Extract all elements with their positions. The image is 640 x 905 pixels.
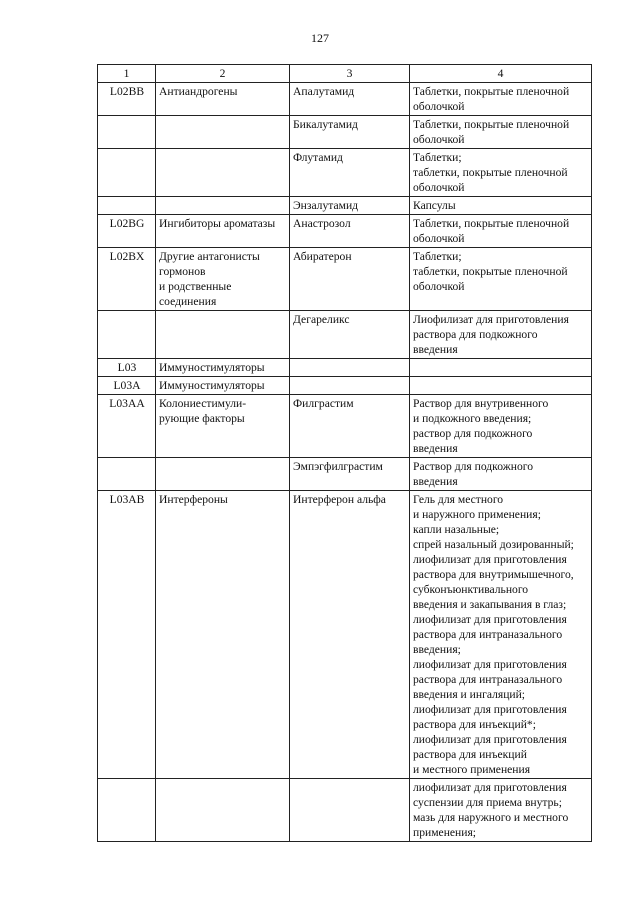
header-col-3: 3 xyxy=(290,65,410,83)
table-row xyxy=(98,248,592,311)
atc-code xyxy=(98,458,156,491)
header-col-2: 2 xyxy=(156,65,290,83)
dosage-form: Гель для местного и наружного применения; капли назальные; спрей назальный дозированный; лиофилизат для приготовления раствора для внутримышечного, субконъюнктивального введения и закапывания в глаз; лиофилизат для приготовления раствора для интраназального введения; лиофилизат для приготовления раствора для интраназального введения и ингаляций; лиофилизат для приготовления раствора для инъекций*; лиофилизат для приготовления раствора для инъекций и местного применения xyxy=(410,491,592,779)
group-name xyxy=(156,116,290,149)
table-row xyxy=(98,395,592,458)
drug-name xyxy=(290,779,410,842)
dosage-form: Капсулы xyxy=(410,197,592,215)
table-row xyxy=(98,458,592,491)
group-name: Интерфероны xyxy=(156,491,290,779)
atc-code: L02BX xyxy=(98,248,156,311)
atc-code: L02BG xyxy=(98,215,156,248)
drug-name: Дегареликс xyxy=(290,311,410,359)
drug-table xyxy=(97,64,592,842)
drug-name: Абиратерон xyxy=(290,248,410,311)
table-row xyxy=(98,491,592,779)
dosage-form: Таблетки; таблетки, покрытые пленочной оболочкой xyxy=(410,149,592,197)
atc-code: L03AB xyxy=(98,491,156,779)
table-row xyxy=(98,377,592,395)
table-row xyxy=(98,83,592,116)
atc-code: L03 xyxy=(98,359,156,377)
header-col-4: 4 xyxy=(410,65,592,83)
dosage-form: Таблетки, покрытые пленочной оболочкой xyxy=(410,116,592,149)
dosage-form: лиофилизат для приготовления суспензии для приема внутрь; мазь для наружного и местного применения; xyxy=(410,779,592,842)
table-row xyxy=(98,779,592,842)
table-row xyxy=(98,116,592,149)
group-name: Ингибиторы ароматазы xyxy=(156,215,290,248)
group-name: Антиандрогены xyxy=(156,83,290,116)
dosage-form: Таблетки, покрытые пленочной оболочкой xyxy=(410,215,592,248)
table-row xyxy=(98,215,592,248)
drug-name: Эмпэгфилграстим xyxy=(290,458,410,491)
atc-code: L03A xyxy=(98,377,156,395)
dosage-form: Лиофилизат для приготовления раствора для подкожного введения xyxy=(410,311,592,359)
group-name xyxy=(156,458,290,491)
table-row xyxy=(98,311,592,359)
page-number: 127 xyxy=(311,31,329,45)
atc-code xyxy=(98,311,156,359)
dosage-form xyxy=(410,377,592,395)
atc-code xyxy=(98,149,156,197)
table-row xyxy=(98,359,592,377)
group-name xyxy=(156,779,290,842)
group-name xyxy=(156,149,290,197)
dosage-form: Таблетки; таблетки, покрытые пленочной оболочкой xyxy=(410,248,592,311)
drug-name xyxy=(290,359,410,377)
drug-name: Бикалутамид xyxy=(290,116,410,149)
header-row xyxy=(98,65,592,83)
group-name: Иммуностимуляторы xyxy=(156,377,290,395)
atc-code xyxy=(98,779,156,842)
group-name: Другие антагонисты гормонов и родственные соединения xyxy=(156,248,290,311)
atc-code: L02BB xyxy=(98,83,156,116)
dosage-form: Раствор для подкожного введения xyxy=(410,458,592,491)
group-name xyxy=(156,197,290,215)
drug-name: Апалутамид xyxy=(290,83,410,116)
dosage-form: Раствор для внутривенного и подкожного введения; раствор для подкожного введения xyxy=(410,395,592,458)
header-col-1: 1 xyxy=(98,65,156,83)
drug-name: Флутамид xyxy=(290,149,410,197)
dosage-form: Таблетки, покрытые пленочной оболочкой xyxy=(410,83,592,116)
group-name: Колониестимули- рующие факторы xyxy=(156,395,290,458)
drug-name: Энзалутамид xyxy=(290,197,410,215)
group-name: Иммуностимуляторы xyxy=(156,359,290,377)
table-row xyxy=(98,149,592,197)
drug-name xyxy=(290,377,410,395)
atc-code xyxy=(98,116,156,149)
group-name xyxy=(156,311,290,359)
atc-code: L03AA xyxy=(98,395,156,458)
drug-name: Интерферон альфа xyxy=(290,491,410,779)
drug-name: Филграстим xyxy=(290,395,410,458)
atc-code xyxy=(98,197,156,215)
table-row xyxy=(98,197,592,215)
drug-name: Анастрозол xyxy=(290,215,410,248)
dosage-form xyxy=(410,359,592,377)
